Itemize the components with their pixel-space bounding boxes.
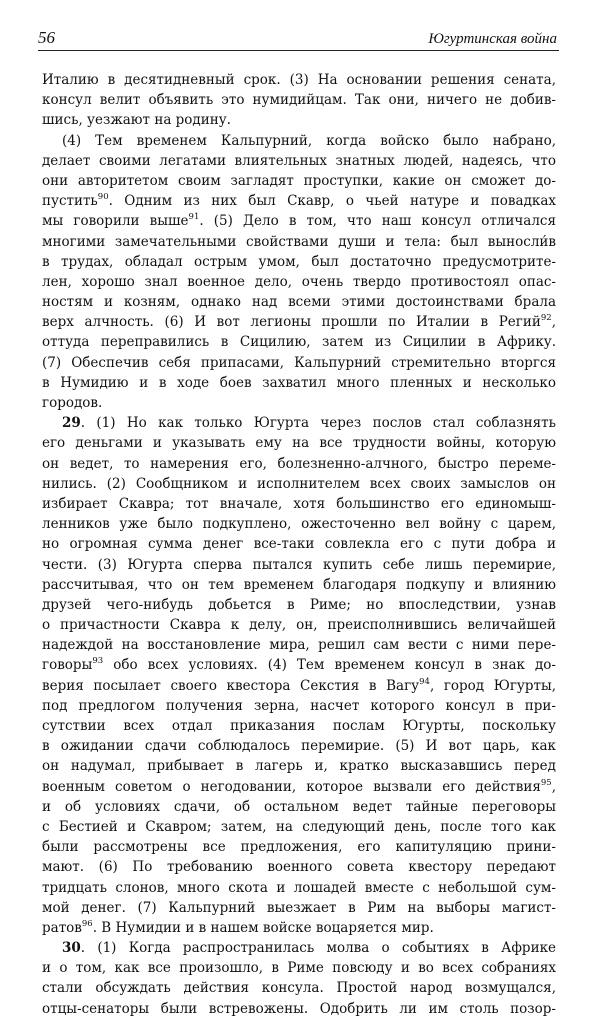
text-line — [42, 716, 556, 736]
text-line — [42, 494, 556, 514]
line-text-continued: , — [551, 314, 556, 331]
text-line — [42, 514, 556, 534]
line-text: городов. — [42, 395, 103, 411]
text-line — [42, 191, 556, 211]
chapter-number: 29 — [62, 415, 81, 432]
line-text: мы говорили выше — [42, 213, 189, 230]
line-text: избирает Скавра; тот вначале, хотя большинство его единомыш- — [42, 495, 556, 512]
text-line — [42, 736, 556, 756]
line-text-continued: . Одним из них был Скавр, о чьей натуре и повадках — [108, 193, 556, 210]
line-text: (7) Обеспечив себя припасами, Кальпурний стремительно вторгся — [42, 354, 556, 371]
text-line — [42, 272, 556, 292]
text-line — [42, 817, 556, 837]
text-line — [42, 433, 556, 453]
line-text: делает своими легатами влиятельных знатных людей, надеясь, что — [42, 152, 556, 169]
line-text: с Бестией и Скавром; затем, на следующий день, после того как — [42, 818, 556, 835]
line-text: лен, хорошо знал военное дело, очень твердо противостоял опас- — [42, 273, 556, 290]
text-line — [42, 393, 556, 413]
text-line — [42, 857, 556, 877]
text-line — [42, 534, 556, 554]
text-line — [42, 70, 556, 90]
text-line — [42, 332, 556, 352]
text-line — [42, 454, 556, 474]
text-line — [42, 878, 556, 898]
text-line — [42, 958, 556, 978]
text-line — [42, 555, 556, 575]
line-text: его деньгами и указывать ему на все трудности войны, которую — [42, 435, 556, 452]
line-text: под предлогом получения зерна, насчет которого консул в при- — [42, 697, 556, 714]
text-line — [42, 373, 556, 393]
text-line — [42, 635, 556, 655]
line-text: отцы-сенаторы были встревожены. Одобрить ли им столь позор- — [42, 1000, 556, 1017]
line-text: оттуда переправились в Сицилию, затем из Сицилии в Африку. — [42, 334, 556, 351]
line-text-continued: . В Нумидии и в нашем войске воцаряется мир. — [92, 919, 434, 936]
text-line — [42, 171, 556, 191]
page-header — [38, 28, 559, 51]
line-text: и о том, как все произошло, в Риме повсюду и во всех собраниях — [42, 960, 556, 977]
text-line — [42, 938, 556, 958]
line-text: многими замечательными свойствами души и тела: был выносли́в — [42, 233, 556, 250]
text-line — [42, 110, 556, 130]
line-text: рассчитывая, что он тем временем благодаря подкупу и влиянию — [42, 576, 556, 593]
line-text: в трудах, обладал острым умом, был достаточно предусмотрите- — [42, 253, 556, 270]
line-text: нились. (2) Сообщником и исполнителем всех своих замыслов он — [42, 475, 556, 492]
line-text: мают. (6) По требованию военного совета квестору передают — [42, 859, 556, 876]
line-text: мой денег. (7) Кальпурний выезжает в Рим на выборы магист- — [42, 899, 556, 916]
body-text — [42, 70, 556, 1019]
text-line — [42, 615, 556, 635]
line-text: ностям и козням, однако над всеми этими достоинствами брала — [42, 294, 556, 311]
line-text: тридцать слонов, много скота и лошадей вместе с небольшой сум- — [42, 879, 556, 896]
text-line — [42, 696, 556, 716]
text-line — [42, 676, 556, 696]
line-text-continued: . (5) Дело в том, что наш консул отличался — [199, 213, 556, 230]
running-title: Югуртинская война — [428, 31, 557, 47]
footnote-marker: 92 — [540, 313, 552, 324]
line-text: говоры — [42, 657, 93, 674]
text-line — [42, 131, 556, 151]
line-text: сутствии всех отдал приказания послам Югурты, поскольку — [42, 718, 556, 734]
footnote-marker: 93 — [92, 656, 104, 667]
page-number: 56 — [38, 28, 55, 47]
line-text: стали обсуждать действия консула. Простой народ возмущался, — [42, 980, 556, 997]
text-line — [42, 232, 556, 252]
footnote-marker: 90 — [97, 192, 109, 203]
line-text: он ведет, то намерения его, болезненно-алчного, быстро переме- — [42, 455, 556, 472]
line-text: они авторитетом своим загладят проступки, какие он сможет до- — [42, 172, 556, 189]
line-text: в ожидании сдачи соблюдалось перемирие. (5) И вот царь, как — [42, 738, 556, 755]
text-line — [42, 898, 556, 918]
line-text: и об условиях сдачи, об остальном ведет тайные переговоры — [42, 798, 556, 815]
text-line — [42, 151, 556, 171]
text-line — [42, 90, 556, 110]
line-text-continued: , город Югурты, — [429, 677, 556, 694]
line-text: (4) Тем временем Кальпурний, когда войско было набрано, — [62, 132, 556, 149]
line-text: Италию в десятидневный срок. (3) На основании решения сената, — [42, 72, 556, 88]
footnote-marker: 94 — [419, 676, 430, 687]
text-line — [42, 999, 556, 1019]
text-line — [42, 777, 556, 797]
line-text: надеждой на восстановление мира, решил сам вести с ними пере- — [42, 637, 556, 654]
footnote-marker: 96 — [81, 918, 93, 929]
text-line — [42, 918, 556, 938]
text-line — [42, 252, 556, 272]
line-text: друзей чего-нибудь добьется в Риме; но впоследствии, узнав — [42, 596, 556, 613]
line-text: ратов — [42, 919, 82, 936]
text-line — [42, 756, 556, 776]
text-line — [42, 797, 556, 817]
text-line — [42, 595, 556, 615]
footnote-marker: 95 — [540, 777, 552, 788]
line-text-continued: обо всех условиях. (4) Тем временем консул в знак до- — [103, 657, 556, 674]
footnote-marker: 91 — [188, 212, 200, 223]
line-text: ленников уже было подкуплено, ожесточенно вел войну с царем, — [42, 516, 556, 533]
text-line — [42, 575, 556, 595]
text-line — [42, 837, 556, 857]
text-line — [42, 978, 556, 998]
line-text-continued: , — [551, 778, 556, 795]
line-text: он надумал, прибывает в лагерь и, кратко высказавшись перед — [42, 758, 556, 775]
text-line — [42, 292, 556, 312]
text-line — [42, 211, 556, 231]
line-text: пустить — [42, 193, 98, 210]
line-text: военным советом о негодовании, которое вызвали его действия — [42, 778, 541, 795]
chapter-number: 30 — [62, 940, 81, 957]
line-text: . (1) Но как только Югурта через послов стал соблазнять — [80, 415, 556, 432]
text-line — [42, 413, 556, 433]
line-text: верх алчность. (6) И вот легионы прошли по Италии в Регий — [42, 314, 541, 331]
line-text: шись, уезжают на родину. — [42, 112, 231, 129]
line-text: но огромная сумма денег все-таки совлекла его с пути добра и — [42, 536, 556, 553]
line-text: чести. (3) Югурта сперва пытался купить себе лишь перемирие, — [42, 556, 556, 573]
line-text: в Нумидию и в ходе боев захватил много пленных и несколько — [42, 374, 556, 391]
line-text: . (1) Когда распространилась молва о событиях в Африке — [80, 940, 556, 957]
line-text: консул велит объявить это нумидийцам. Так они, ничего не добив- — [42, 92, 556, 109]
text-line — [42, 312, 556, 332]
line-text: верия посылает своего квестора Секстия в Вагу — [42, 677, 420, 694]
line-text: о причастности Скавра к делу, он, преисполнившись величайшей — [42, 617, 556, 634]
line-text: были рассмотрены все предложения, его капитуляцию прини- — [42, 839, 556, 856]
text-line — [42, 655, 556, 675]
text-line — [42, 474, 556, 494]
text-line — [42, 353, 556, 373]
